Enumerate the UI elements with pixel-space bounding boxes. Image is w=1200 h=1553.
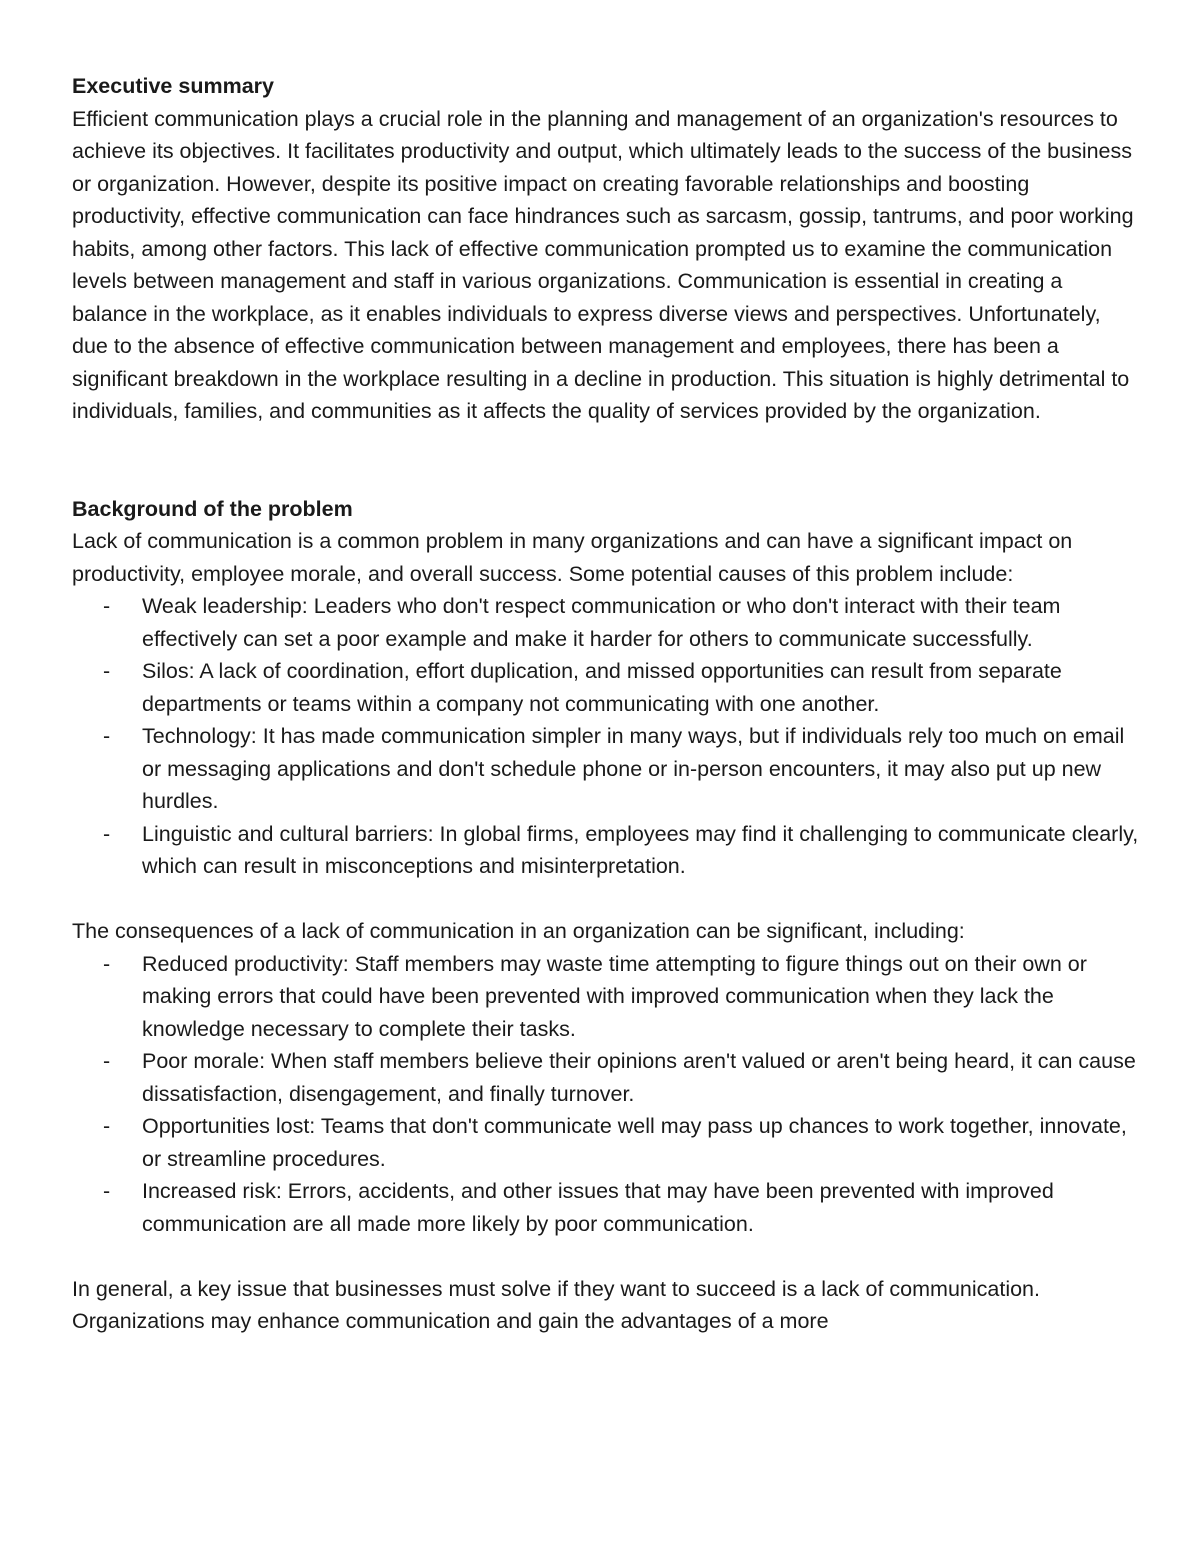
- consequences-intro-paragraph: The consequences of a lack of communication in an organization can be significant, including:: [72, 919, 965, 943]
- dash-bullet: -: [103, 951, 111, 976]
- list-item: [103, 948, 1142, 1046]
- conclusion-paragraph: In general, a key issue that businesses must solve if they want to succeed is a lack of communication. Organizations may enhance communication and gain the advantages of a more: [72, 1276, 1040, 1333]
- causes-list: [72, 590, 1142, 883]
- dash-bullet: -: [103, 821, 111, 846]
- dash-bullet: -: [103, 1179, 111, 1203]
- background-intro-paragraph: Lack of communication is a common problem in many organizations and can have a significant impact on productivity, employee morale, and overall success. Some potential causes of this problem include:: [72, 529, 1073, 586]
- paragraph-spacer: [72, 883, 1142, 916]
- list-item-text: Weak leadership: Leaders who don't respect communication or who don't interact with their team effectively can set a poor example and make it harder for others to communicate successfully.: [142, 594, 1061, 651]
- list-item-text: Increased risk: Errors, accidents, and other issues that may have been prevented with improved communication are all made more likely by poor communication.: [142, 1179, 1054, 1236]
- list-item: [103, 720, 1142, 818]
- executive-summary-heading: Executive summary: [72, 74, 274, 98]
- paragraph-spacer: [72, 1240, 1142, 1273]
- list-item: [103, 818, 1142, 883]
- list-item: [103, 1045, 1142, 1110]
- dash-bullet: -: [103, 724, 111, 748]
- list-item-text: Linguistic and cultural barriers: In global firms, employees may find it challenging to communicate clearly, which can result in misconceptions and misinterpretation.: [142, 821, 1139, 878]
- list-item: [103, 655, 1142, 720]
- background-heading: Background of the problem: [72, 496, 353, 521]
- dash-bullet: -: [103, 659, 111, 683]
- list-item: [103, 590, 1142, 655]
- document-page: [72, 70, 1142, 1338]
- consequences-list: [72, 948, 1142, 1241]
- list-item-text: Technology: It has made communication simpler in many ways, but if individuals rely too much on email or messaging applications and don't schedule phone or in-person encounters, it may also put up new hurdles.: [142, 724, 1125, 813]
- list-item-text: Silos: A lack of coordination, effort duplication, and missed opportunities can result from separate departments or teams within a company not communicating with one another.: [142, 659, 1062, 716]
- dash-bullet: -: [103, 594, 111, 618]
- section-spacer: [72, 428, 1142, 493]
- dash-bullet: -: [103, 1049, 111, 1073]
- list-item: [103, 1175, 1142, 1240]
- list-item-text: Opportunities lost: Teams that don't communicate well may pass up chances to work together, innovate, or streamline procedures.: [142, 1114, 1127, 1171]
- list-item-text: Poor morale: When staff members believe their opinions aren't valued or aren't being heard, it can cause dissatisfaction, disengagement, and finally turnover.: [142, 1049, 1136, 1106]
- list-item-text: Reduced productivity: Staff members may waste time attempting to figure things out on their own or making errors that could have been prevented with improved communication when they lack the knowledge necessary to complete their tasks.: [142, 951, 1087, 1041]
- executive-summary-paragraph: Efficient communication plays a crucial role in the planning and management of an organization's resources to achieve its objectives. It facilitates productivity and output, which ultimately leads to the success of the business or organization. However, despite its positive impact on creating favorable relationships and boosting productivity, effective communication can face hindrances such as sarcasm, gossip, tantrums, and poor working habits, among other factors. This lack of effective communication prompted us to examine the communication levels between management and staff in various organizations. Communication is essential in creating a balance in the workplace, as it enables individuals to express diverse views and perspectives. Unfortunately, due to the absence of effective communication between management and employees, there has been a significant breakdown in the workplace resulting in a decline in production. This situation is highly detrimental to individuals, families, and communities as it affects the quality of services provided by the organization.: [72, 106, 1134, 423]
- dash-bullet: -: [103, 1114, 111, 1138]
- list-item: [103, 1110, 1142, 1175]
